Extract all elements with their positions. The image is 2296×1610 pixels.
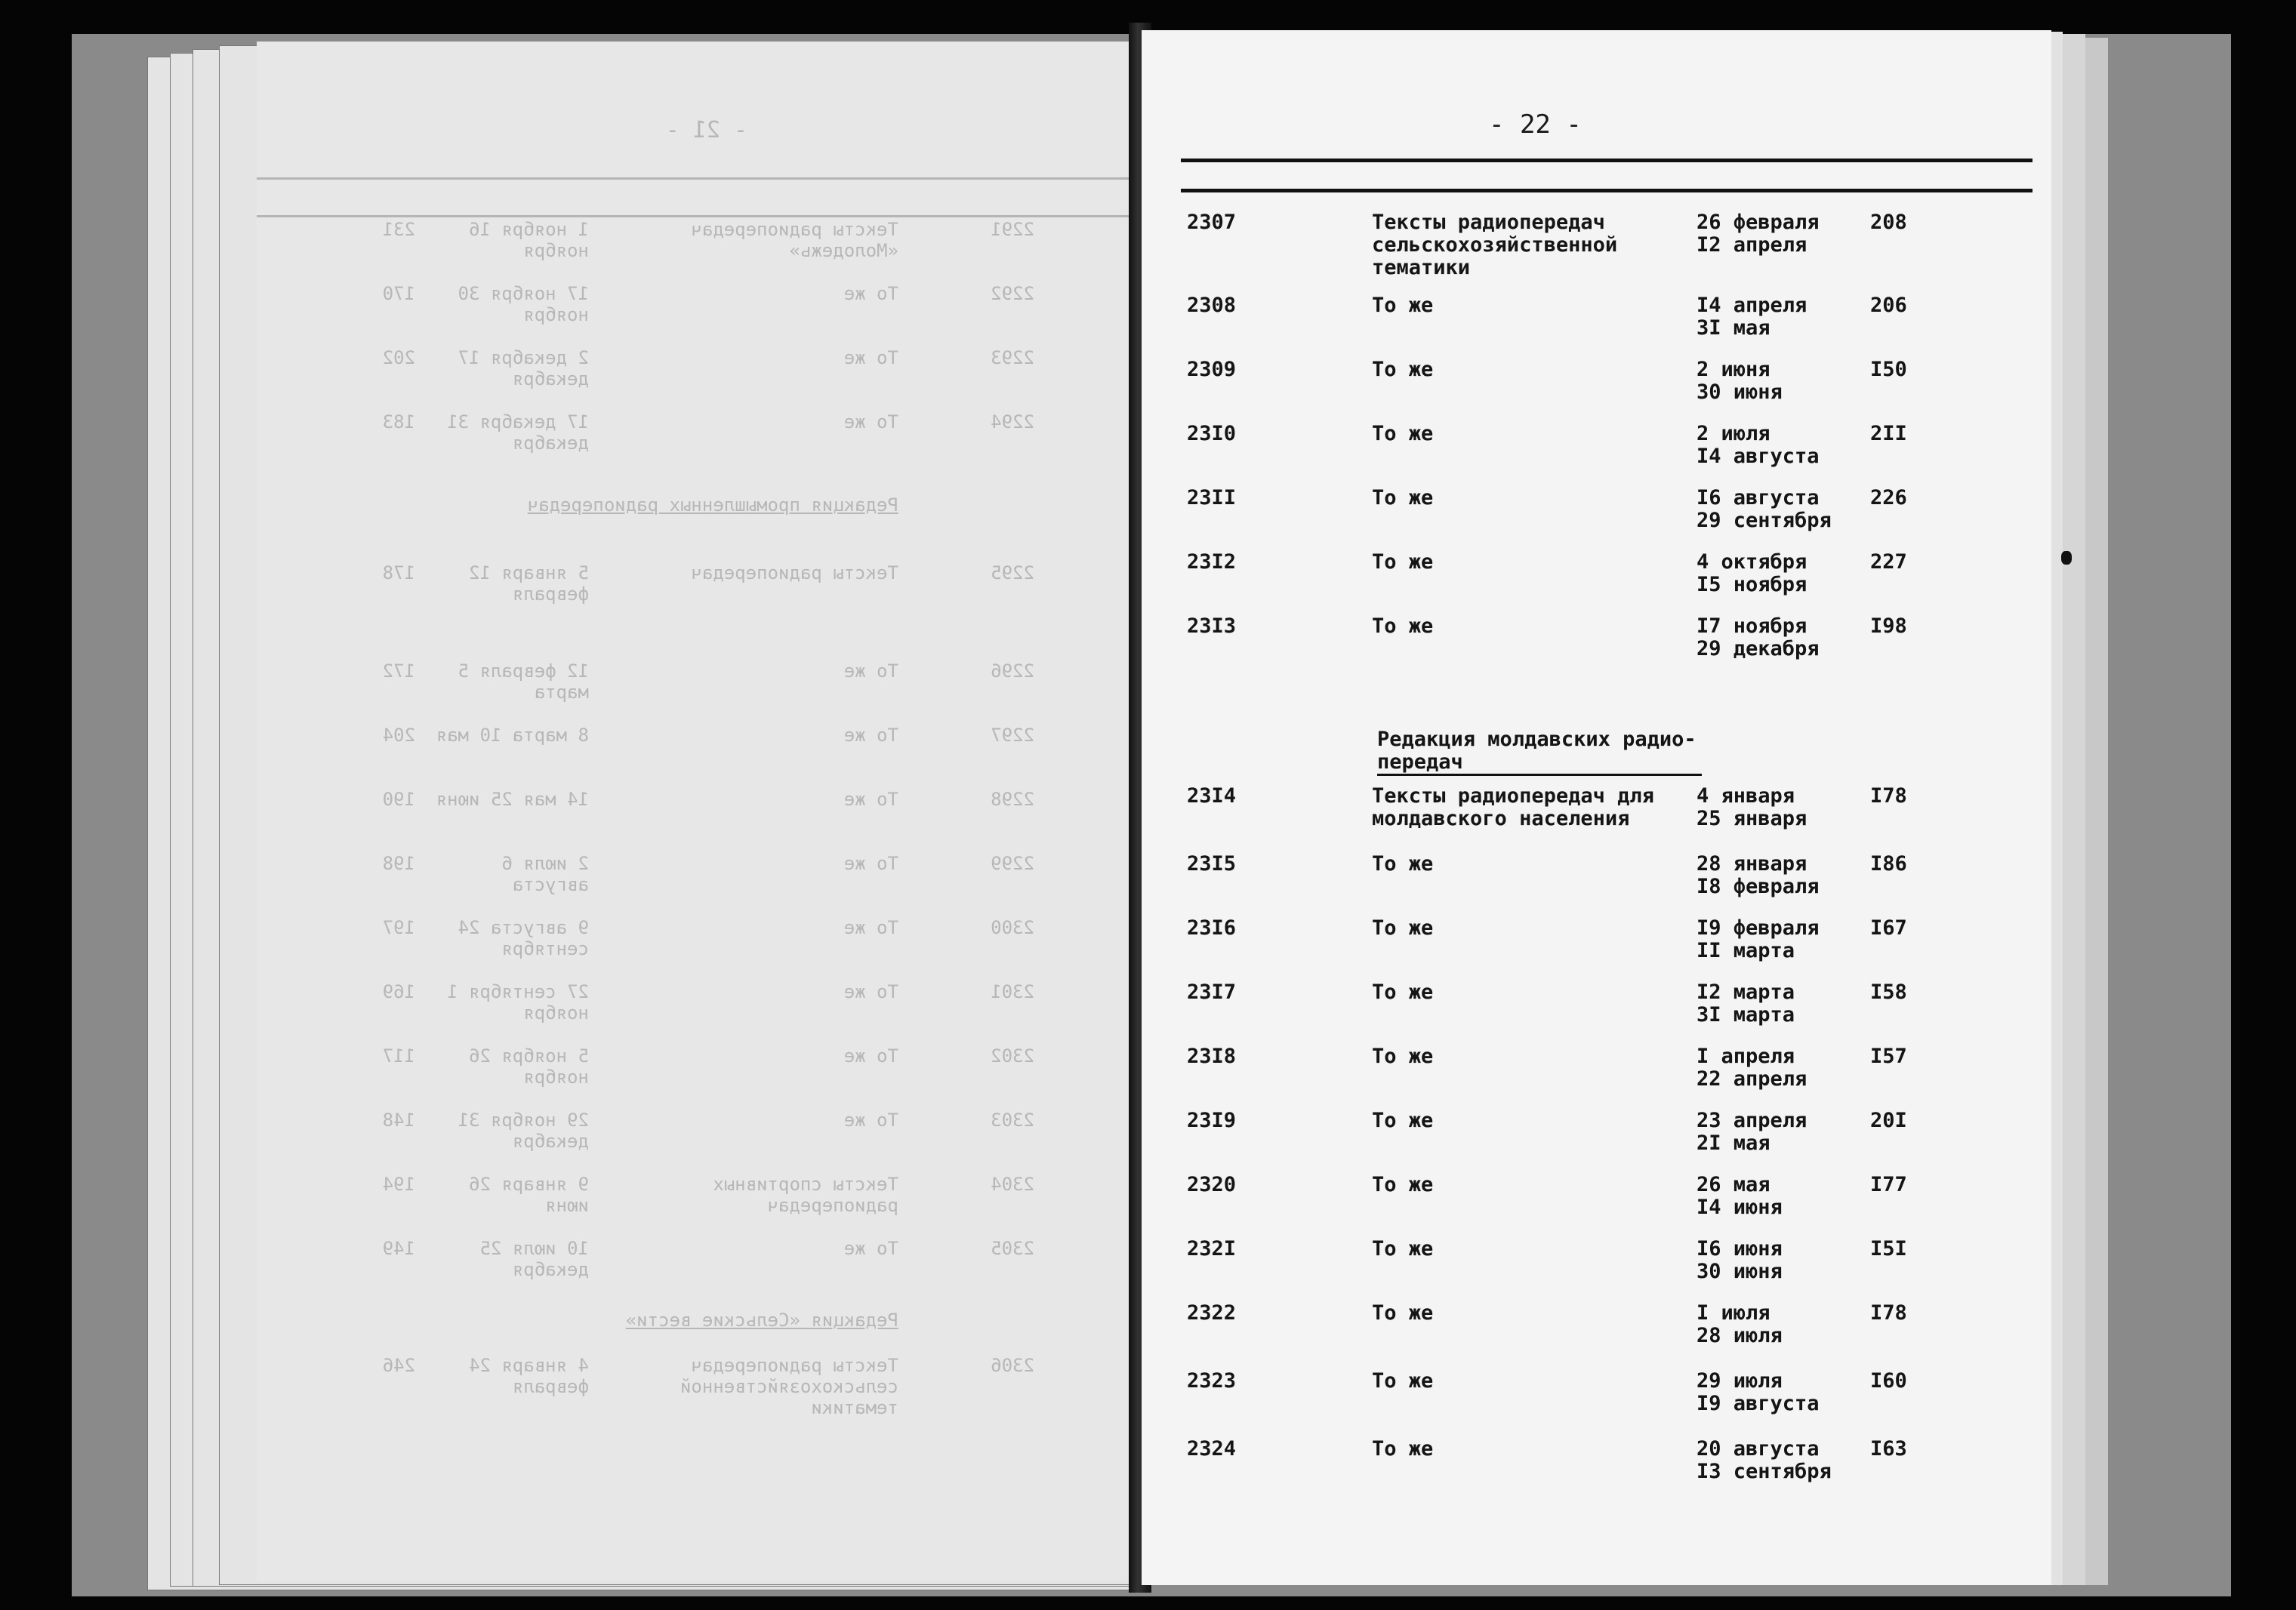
left-row: 2299 То же 2 июля 6 августа 198 bbox=[382, 853, 1034, 895]
archive-number: 23I9 bbox=[1187, 1109, 1237, 1132]
sheet-count: I58 bbox=[1870, 980, 1907, 1004]
sheet-count: 2II bbox=[1870, 422, 1907, 445]
date-range: 29 июля I9 августа bbox=[1697, 1369, 1820, 1415]
left-section-heading: Редакция «Сельские вести» bbox=[625, 1310, 898, 1331]
sheet-count: I98 bbox=[1870, 614, 1907, 638]
right-page bbox=[1142, 30, 2051, 1585]
archive-number: 232I bbox=[1187, 1237, 1237, 1261]
document-title: То же bbox=[1372, 1369, 1434, 1393]
sheet-count: 20I bbox=[1870, 1109, 1907, 1132]
left-row: 2291 Тексты радиопередач «Молодежь» 1 ноября 16 ноября 231 bbox=[382, 219, 1034, 261]
date-range: 26 мая I4 июня bbox=[1697, 1173, 1783, 1219]
left-row: 2302 То же 5 ноября 26 ноября 117 bbox=[382, 1045, 1034, 1088]
archive-number: 23I2 bbox=[1187, 550, 1237, 574]
date-range: 4 января 25 января bbox=[1697, 784, 1808, 830]
left-row: 2301 То же 27 сентября 1 ноября 169 bbox=[382, 981, 1034, 1024]
sheet-count: 226 bbox=[1870, 486, 1907, 509]
section-underline bbox=[1377, 774, 1702, 776]
date-range: 23 апреля 2I мая bbox=[1697, 1109, 1808, 1155]
document-title: То же bbox=[1372, 614, 1434, 638]
left-row: 2296 То же 12 февраля 5 марта 172 bbox=[382, 660, 1034, 703]
sheet-count: I78 bbox=[1870, 784, 1907, 808]
archive-number: 2324 bbox=[1187, 1437, 1237, 1461]
left-row: 2292 То же 17 ноября 30 ноября 170 bbox=[382, 283, 1034, 325]
document-title: То же bbox=[1372, 1301, 1434, 1325]
date-range: I7 ноября 29 декабря bbox=[1697, 614, 1820, 660]
document-title: Тексты радиопередач сельскохозяйственной тематики bbox=[1372, 211, 1618, 279]
left-row: 2300 То же 9 августа 24 сентября 197 bbox=[382, 917, 1034, 959]
left-row: 2295 Тексты радиопередач 5 января 12 февраля 178 bbox=[382, 562, 1034, 605]
date-range: 26 февраля I2 апреля bbox=[1697, 211, 1820, 257]
date-range: I апреля 22 апреля bbox=[1697, 1045, 1808, 1091]
left-row: 2294 То же 17 декабря 31 декабря 183 bbox=[382, 411, 1034, 454]
date-range: I9 февраля II марта bbox=[1697, 916, 1820, 962]
document-title: То же bbox=[1372, 294, 1434, 317]
date-range: I6 июня 30 июня bbox=[1697, 1237, 1783, 1283]
sheet-count: I57 bbox=[1870, 1045, 1907, 1068]
document-title: То же bbox=[1372, 852, 1434, 876]
left-section-heading: Редакция промышленных радиопередач bbox=[527, 494, 898, 516]
left-page bbox=[257, 42, 1140, 1581]
document-title: То же bbox=[1372, 916, 1434, 940]
archive-number: 2308 bbox=[1187, 294, 1237, 317]
sheet-count: 208 bbox=[1870, 211, 1907, 234]
archive-number: 23I3 bbox=[1187, 614, 1237, 638]
sheet-count: I77 bbox=[1870, 1173, 1907, 1196]
left-row: 2306 Тексты радиопередач сельскохозяйственной тематики 4 января 24 февраля 246 bbox=[382, 1355, 1034, 1418]
section-heading: Редакция молдавских радио- передач bbox=[1377, 728, 1697, 774]
left-row: 2303 То же 29 ноября 31 декабря 148 bbox=[382, 1110, 1034, 1152]
document-title: То же bbox=[1372, 358, 1434, 381]
document-title: То же bbox=[1372, 1045, 1434, 1068]
date-range: I4 апреля 3I мая bbox=[1697, 294, 1808, 340]
header-rule-bottom bbox=[1181, 189, 2032, 192]
document-title: То же bbox=[1372, 422, 1434, 445]
date-range: 4 октября I5 ноября bbox=[1697, 550, 1808, 596]
document-title: То же bbox=[1372, 980, 1434, 1004]
document-title: Тексты радиопередач для молдавского населения bbox=[1372, 784, 1654, 830]
archive-number: 2307 bbox=[1187, 211, 1237, 234]
date-range: I2 марта 3I марта bbox=[1697, 980, 1795, 1027]
left-header-rule bbox=[257, 177, 1140, 180]
date-range: 28 января I8 февраля bbox=[1697, 852, 1820, 898]
left-row: 2293 То же 2 декабря 17 декабря 202 bbox=[382, 347, 1034, 389]
sheet-count: I60 bbox=[1870, 1369, 1907, 1393]
archive-number: 23I4 bbox=[1187, 784, 1237, 808]
archive-number: 23II bbox=[1187, 486, 1237, 509]
archive-number: 23I5 bbox=[1187, 852, 1237, 876]
archive-number: 2323 bbox=[1187, 1369, 1237, 1393]
sheet-count: I78 bbox=[1870, 1301, 1907, 1325]
sheet-count: I5I bbox=[1870, 1237, 1907, 1261]
document-title: То же bbox=[1372, 1109, 1434, 1132]
archive-number: 23I7 bbox=[1187, 980, 1237, 1004]
sheet-count: I63 bbox=[1870, 1437, 1907, 1461]
sheet-count: I50 bbox=[1870, 358, 1907, 381]
sheet-count: 227 bbox=[1870, 550, 1907, 574]
archive-number: 2322 bbox=[1187, 1301, 1237, 1325]
left-row: 2298 То же 14 мая 25 июня 190 bbox=[382, 789, 1034, 810]
document-title: То же bbox=[1372, 486, 1434, 509]
sheet-count: 206 bbox=[1870, 294, 1907, 317]
archive-number: 2309 bbox=[1187, 358, 1237, 381]
archive-number: 2320 bbox=[1187, 1173, 1237, 1196]
date-range: I6 августа 29 сентября bbox=[1697, 486, 1832, 532]
page-number: - 22 - bbox=[1489, 109, 1582, 140]
left-header-rule-2 bbox=[257, 215, 1140, 217]
left-row: 2305 То же 10 июля 25 декабря 149 bbox=[382, 1238, 1034, 1280]
document-title: То же bbox=[1372, 1173, 1434, 1196]
document-title: То же bbox=[1372, 1237, 1434, 1261]
date-range: 2 июня 30 июня bbox=[1697, 358, 1783, 404]
left-row: 2297 То же 8 марта 10 мая 204 bbox=[382, 725, 1034, 746]
archive-number: 23I8 bbox=[1187, 1045, 1237, 1068]
date-range: 20 августа I3 сентября bbox=[1697, 1437, 1832, 1483]
ink-speck bbox=[2061, 551, 2072, 565]
sheet-count: I67 bbox=[1870, 916, 1907, 940]
document-title: То же bbox=[1372, 550, 1434, 574]
left-page-number: - 21 - bbox=[665, 117, 747, 143]
archive-number: 23I6 bbox=[1187, 916, 1237, 940]
left-row: 2304 Тексты спортивных радиопередач 9 января 26 июня 194 bbox=[382, 1174, 1034, 1216]
header-rule-top bbox=[1181, 159, 2032, 162]
document-title: То же bbox=[1372, 1437, 1434, 1461]
date-range: 2 июля I4 августа bbox=[1697, 422, 1820, 468]
bleed-through-text bbox=[257, 42, 1140, 1581]
sheet-count: I86 bbox=[1870, 852, 1907, 876]
archive-number: 23I0 bbox=[1187, 422, 1237, 445]
date-range: I июля 28 июля bbox=[1697, 1301, 1783, 1347]
